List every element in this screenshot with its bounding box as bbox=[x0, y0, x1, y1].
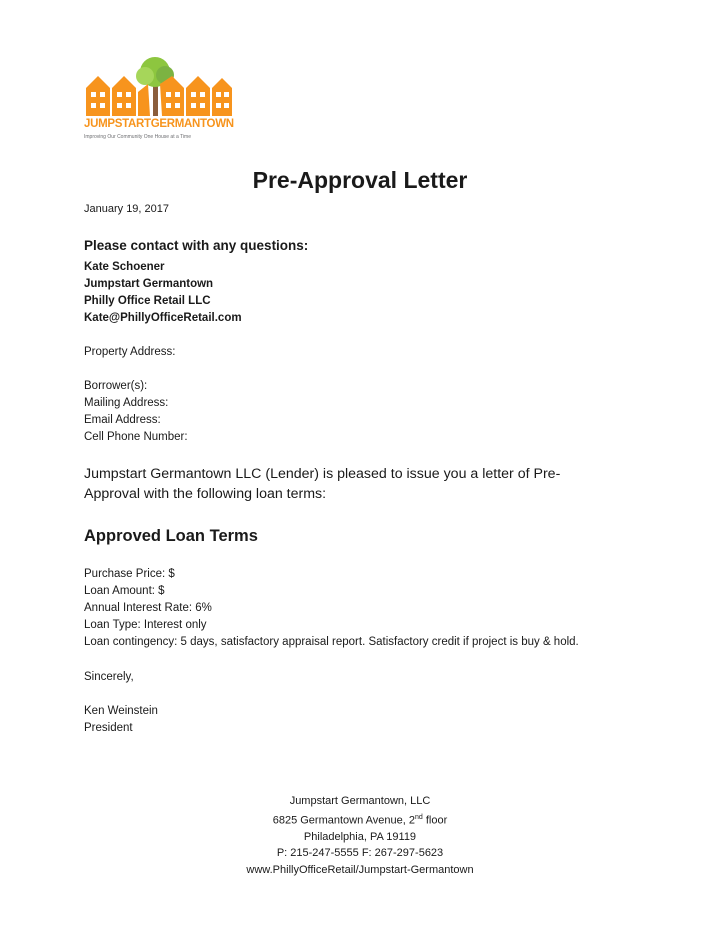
page-title: Pre-Approval Letter bbox=[252, 167, 468, 193]
footer-company: Jumpstart Germantown, LLC bbox=[289, 795, 431, 807]
contact-email: Kate@PhillyOfficeRetail.com bbox=[84, 312, 242, 324]
signer-name: Ken Weinstein bbox=[84, 705, 158, 717]
contact-organization: Jumpstart Germantown bbox=[84, 278, 214, 290]
jumpstart-germantown-logo bbox=[84, 56, 234, 148]
contact-heading: Please contact with any questions: bbox=[84, 238, 309, 253]
borrowers-label: Borrower(s): bbox=[84, 380, 148, 392]
footer-address-block bbox=[0, 793, 720, 878]
purchase-price: Purchase Price: $ bbox=[84, 568, 175, 580]
intro-paragraph: Jumpstart Germantown LLC (Lender) is pleased to issue you a letter of Pre-Approval with the following loan terms: bbox=[84, 466, 561, 502]
sincerely-closing: Sincerely, bbox=[84, 671, 134, 683]
logo-tagline: Improving Our Community One House at a Time bbox=[84, 134, 191, 140]
loan-amount: Loan Amount: $ bbox=[84, 585, 165, 597]
logo-wordmark: JUMPSTARTGERMANTOWN bbox=[84, 118, 234, 130]
signer-title: President bbox=[84, 722, 133, 734]
interest-rate: Annual Interest Rate: 6% bbox=[84, 602, 212, 614]
footer-city: Philadelphia, PA 19119 bbox=[303, 830, 417, 843]
footer-phone-fax: P: 215-247-5555 F: 267-297-5623 bbox=[276, 847, 444, 860]
houses-and-tree-icon bbox=[84, 56, 234, 116]
footer-website: www.PhillyOfficeRetail/Jumpstart-Germantown bbox=[246, 863, 474, 876]
cell-phone-label: Cell Phone Number: bbox=[84, 431, 188, 443]
email-address-label: Email Address: bbox=[84, 414, 161, 426]
loan-contingency: Loan contingency: 5 days, satisfactory appraisal report. Satisfactory credit if project is buy & hold. bbox=[84, 636, 579, 648]
contact-name: Kate Schoener bbox=[84, 261, 165, 273]
loan-type: Loan Type: Interest only bbox=[84, 619, 207, 631]
property-address-label: Property Address: bbox=[84, 346, 176, 358]
loan-terms-heading: Approved Loan Terms bbox=[84, 527, 258, 545]
contact-company: Philly Office Retail LLC bbox=[84, 295, 211, 307]
letter-date: January 19, 2017 bbox=[84, 203, 170, 215]
mailing-address-label: Mailing Address: bbox=[84, 397, 169, 409]
footer-street-address: 6825 Germantown Avenue, 2nd floor bbox=[272, 813, 448, 827]
